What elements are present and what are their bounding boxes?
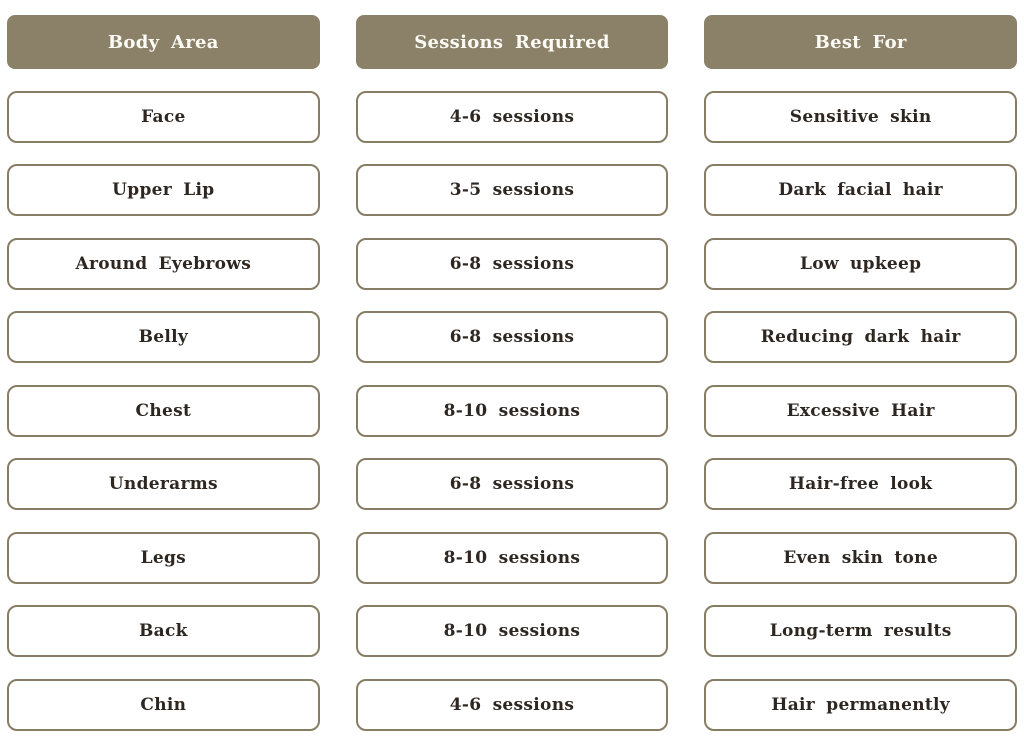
table-cell-body-area: Back <box>7 605 320 657</box>
table-cell-sessions: 6-8 sessions <box>356 311 669 363</box>
table-cell-body-area: Underarms <box>7 458 320 510</box>
table-cell-sessions: 8-10 sessions <box>356 605 669 657</box>
table-cell-body-area: Chest <box>7 385 320 437</box>
table-cell-best-for: Even skin tone <box>704 532 1017 584</box>
table-cell-body-area: Belly <box>7 311 320 363</box>
table-cell-body-area: Upper Lip <box>7 164 320 216</box>
table-cell-best-for: Dark facial hair <box>704 164 1017 216</box>
column-header-body-area: Body Area <box>7 15 320 69</box>
table-cell-sessions: 8-10 sessions <box>356 385 669 437</box>
table-cell-sessions: 6-8 sessions <box>356 458 669 510</box>
table-cell-best-for: Long-term results <box>704 605 1017 657</box>
table-cell-best-for: Hair permanently <box>704 679 1017 731</box>
table-cell-best-for: Sensitive skin <box>704 91 1017 143</box>
table-cell-sessions: 4-6 sessions <box>356 91 669 143</box>
column-header-sessions-required: Sessions Required <box>356 15 669 69</box>
table-cell-best-for: Hair-free look <box>704 458 1017 510</box>
table-cell-body-area: Chin <box>7 679 320 731</box>
table-cell-best-for: Reducing dark hair <box>704 311 1017 363</box>
table-cell-best-for: Low upkeep <box>704 238 1017 290</box>
table-cell-best-for: Excessive Hair <box>704 385 1017 437</box>
table-cell-body-area: Legs <box>7 532 320 584</box>
table-cell-body-area: Face <box>7 91 320 143</box>
column-header-best-for: Best For <box>704 15 1017 69</box>
table-cell-body-area: Around Eyebrows <box>7 238 320 290</box>
table-cell-sessions: 8-10 sessions <box>356 532 669 584</box>
table-cell-sessions: 6-8 sessions <box>356 238 669 290</box>
table-cell-sessions: 4-6 sessions <box>356 679 669 731</box>
table-cell-sessions: 3-5 sessions <box>356 164 669 216</box>
